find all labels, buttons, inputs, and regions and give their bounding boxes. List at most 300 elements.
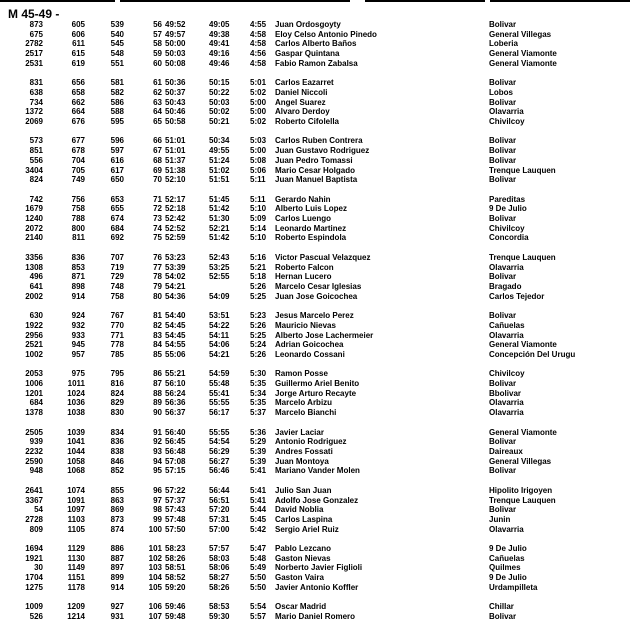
net-time-cell: 50:34: [209, 136, 230, 146]
overall-position-cell: 704: [71, 155, 85, 165]
net-time-cell: 50:22: [209, 87, 230, 97]
gender-position-cell: 830: [110, 408, 124, 418]
gender-position-cell: 771: [110, 330, 124, 340]
result-row: [0, 563, 634, 573]
net-time-cell: 51:51: [209, 175, 230, 185]
overall-position-cell: 705: [71, 165, 85, 175]
bib-cell: 2521: [25, 340, 43, 350]
pace-cell: 5:41: [250, 495, 267, 505]
city-cell: Olavarria: [489, 107, 524, 117]
overall-position-cell: 800: [71, 223, 85, 233]
gender-position-cell: 729: [110, 272, 124, 282]
city-cell: Bolivar: [489, 379, 517, 389]
runner-name-cell: Fabio Ramon Zabalsa: [275, 58, 358, 68]
overall-position-cell: 662: [71, 97, 85, 107]
result-row: [0, 49, 634, 59]
bib-cell: 1922: [25, 320, 43, 330]
result-row: [0, 331, 634, 341]
city-cell: Bragado: [489, 282, 522, 291]
pace-cell: 5:16: [250, 252, 267, 262]
category-position-cell: 92: [153, 437, 162, 447]
city-cell: Daireaux: [489, 447, 523, 457]
gender-position-cell: 785: [110, 349, 124, 359]
net-time-cell: 50:15: [209, 78, 230, 88]
runner-name-cell: Carlos Luengo: [275, 214, 332, 224]
gun-time-cell: 58:51: [165, 563, 186, 573]
pace-cell: 4:58: [250, 29, 267, 39]
runner-name-cell: Mariano Vander Molen: [275, 466, 360, 476]
gun-time-cell: 52:59: [165, 233, 186, 243]
gun-time-cell: 56:36: [165, 398, 186, 408]
gun-time-cell: 52:52: [165, 223, 186, 233]
net-time-cell: 54:09: [209, 291, 230, 301]
bib-cell: 851: [29, 146, 43, 156]
runner-name-cell: Carlos Eazarret: [275, 78, 334, 88]
city-cell: General Viamonte: [489, 58, 557, 68]
bib-cell: 30: [34, 563, 43, 573]
result-row: [0, 447, 634, 457]
overall-position-cell: 676: [71, 116, 85, 126]
overall-position-cell: 836: [71, 252, 85, 262]
result-row: [0, 544, 634, 554]
category-position-cell: 77: [153, 262, 162, 272]
category-position-cell: 71: [153, 194, 162, 204]
gender-position-cell: 770: [110, 320, 124, 330]
pace-cell: 5:50: [250, 582, 267, 592]
net-time-cell: 55:48: [209, 379, 230, 389]
city-cell: Olavarria: [489, 408, 524, 418]
pace-cell: 5:26: [250, 349, 267, 359]
runner-name-cell: Carlos Laspina: [275, 514, 333, 524]
category-position-cell: 78: [153, 272, 162, 282]
pace-cell: 5:37: [250, 408, 267, 418]
net-time-cell: 51:24: [209, 155, 230, 165]
overall-position-cell: 1039: [67, 427, 85, 437]
bib-cell: 2956: [25, 330, 43, 340]
gun-time-cell: 51:01: [165, 136, 186, 146]
gun-time-cell: 50:08: [165, 58, 186, 68]
bib-cell: 2641: [25, 485, 43, 495]
runner-name-cell: Marcelo Arbizu: [275, 398, 333, 408]
bib-cell: 2505: [25, 427, 43, 437]
runner-name-cell: Julio San Juan: [275, 485, 332, 495]
result-row: [0, 59, 634, 69]
gun-time-cell: 52:17: [165, 194, 186, 204]
net-time-cell: 51:02: [209, 165, 230, 175]
city-cell: General Villegas: [489, 29, 552, 39]
gender-position-cell: 674: [110, 214, 124, 224]
overall-position-cell: 1103: [67, 514, 85, 524]
category-position-cell: 94: [153, 456, 162, 466]
result-row: [0, 88, 634, 98]
bib-cell: 556: [29, 155, 43, 165]
pace-cell: 5:50: [250, 573, 267, 583]
bib-cell: 1240: [25, 214, 43, 224]
category-title: M 45-49 -: [8, 7, 60, 21]
city-cell: Loberia: [489, 39, 518, 49]
bib-cell: 831: [29, 78, 43, 88]
overall-position-cell: 1178: [67, 582, 85, 592]
category-position-cell: 98: [153, 505, 162, 515]
overall-position-cell: 1091: [67, 495, 85, 505]
city-cell: Bolivar: [489, 175, 517, 185]
overall-position-cell: 656: [71, 78, 85, 88]
runner-name-cell: Alvaro Derdoy: [275, 107, 330, 117]
gender-position-cell: 886: [110, 544, 124, 554]
net-time-cell: 49:46: [209, 58, 230, 68]
runner-name-cell: Jorge Arturo Recayte: [275, 388, 357, 398]
gun-time-cell: 59:48: [165, 612, 186, 622]
gender-position-cell: 927: [110, 602, 124, 612]
runner-name-cell: Gaston Nievas: [275, 553, 331, 563]
net-time-cell: 49:55: [209, 146, 230, 156]
pace-cell: 4:58: [250, 58, 267, 68]
result-row: [0, 20, 634, 30]
gender-position-cell: 653: [110, 194, 124, 204]
runner-name-cell: Juan Pedro Tomassi: [275, 155, 353, 165]
city-cell: Hipolito Irigoyen: [489, 485, 553, 495]
runner-name-cell: Adrian Goicochea: [275, 340, 344, 350]
result-row: [0, 612, 634, 622]
category-position-cell: 81: [153, 311, 162, 321]
gender-position-cell: 650: [110, 175, 124, 185]
result-row: [0, 224, 634, 234]
pace-cell: 5:08: [250, 155, 267, 165]
runner-name-cell: Carlos Alberto Baños: [275, 39, 357, 49]
header-rule: [120, 0, 350, 2]
overall-position-cell: 615: [71, 49, 85, 59]
runner-name-cell: Mauricio Nievas: [275, 320, 336, 330]
runner-name-cell: Roberto Falcon: [275, 262, 334, 272]
net-time-cell: 50:21: [209, 116, 230, 126]
city-cell: Quilmes: [489, 563, 521, 573]
overall-position-cell: 1074: [67, 485, 85, 495]
city-cell: Pareditas: [489, 194, 526, 204]
gender-position-cell: 758: [110, 291, 124, 301]
gun-time-cell: 54:40: [165, 311, 186, 321]
runner-name-cell: Juan Gustavo Rodriguez: [275, 146, 370, 156]
city-cell: Bbolivar: [489, 388, 522, 398]
result-row: [0, 515, 634, 525]
overall-position-cell: 932: [71, 320, 85, 330]
overall-position-cell: 1011: [67, 379, 85, 389]
runner-name-cell: Mario Cesar Holgado: [275, 165, 356, 175]
bib-cell: 742: [29, 194, 43, 204]
pace-cell: 4:55: [250, 20, 267, 29]
result-row: [0, 166, 634, 176]
pace-cell: 4:58: [250, 39, 267, 49]
bib-cell: 2517: [25, 49, 43, 59]
bib-cell: 526: [29, 612, 43, 622]
net-time-cell: 56:51: [209, 495, 230, 505]
gender-position-cell: 795: [110, 369, 124, 379]
result-row: [0, 554, 634, 564]
overall-position-cell: 1129: [67, 544, 85, 554]
overall-position-cell: 1038: [67, 408, 85, 418]
runner-name-cell: Carlos Ruben Contrera: [275, 136, 363, 146]
city-cell: Bolivar: [489, 466, 517, 476]
result-row: [0, 525, 634, 535]
overall-position-cell: 756: [71, 194, 85, 204]
gender-position-cell: 692: [110, 233, 124, 243]
net-time-cell: 55:55: [209, 398, 230, 408]
gun-time-cell: 54:45: [165, 320, 186, 330]
result-row: [0, 369, 634, 379]
result-row: [0, 146, 634, 156]
bib-cell: 573: [29, 136, 43, 146]
results-table: [0, 20, 634, 622]
result-row: [0, 263, 634, 273]
gun-time-cell: 54:55: [165, 340, 186, 350]
bib-cell: 3356: [25, 252, 43, 262]
pace-cell: 5:09: [250, 214, 267, 224]
pace-cell: 5:10: [250, 204, 267, 214]
category-position-cell: 107: [148, 612, 162, 622]
pace-cell: 5:26: [250, 320, 267, 330]
gun-time-cell: 56:37: [165, 408, 186, 418]
bib-cell: 496: [29, 272, 43, 282]
overall-position-cell: 811: [72, 233, 85, 243]
overall-position-cell: 1036: [67, 398, 85, 408]
header-rule: [365, 0, 485, 2]
bib-cell: 1704: [25, 573, 43, 583]
net-time-cell: 49:38: [209, 29, 230, 39]
gender-position-cell: 548: [110, 49, 124, 59]
bib-cell: 675: [29, 29, 43, 39]
gender-position-cell: 816: [110, 379, 124, 389]
gun-time-cell: 50:00: [165, 39, 186, 49]
category-position-cell: 93: [153, 447, 162, 457]
city-cell: Olavarria: [489, 398, 524, 408]
category-position-cell: 59: [153, 49, 162, 59]
overall-position-cell: 853: [71, 262, 85, 272]
gun-time-cell: 54:21: [165, 282, 186, 291]
city-cell: Bolivar: [489, 437, 517, 447]
net-time-cell: 52:21: [209, 223, 230, 233]
bib-cell: 2053: [25, 369, 43, 379]
category-position-cell: 58: [153, 39, 162, 49]
bib-cell: 2232: [25, 447, 43, 457]
runner-name-cell: Hernan Lucero: [275, 272, 332, 282]
overall-position-cell: 1044: [67, 447, 85, 457]
gender-position-cell: 838: [110, 447, 124, 457]
pace-cell: 5:02: [250, 116, 267, 126]
overall-position-cell: 933: [71, 330, 85, 340]
pace-cell: 5:06: [250, 165, 267, 175]
result-row: [0, 253, 634, 263]
category-position-cell: 57: [153, 29, 162, 39]
runner-name-cell: Juan Jose Goicochea: [275, 291, 358, 301]
result-row: [0, 204, 634, 214]
result-row: [0, 437, 634, 447]
runner-name-cell: David Noblia: [275, 505, 324, 515]
gun-time-cell: 55:21: [165, 369, 186, 379]
result-row: [0, 398, 634, 408]
runner-name-cell: Guillermo Ariel Benito: [275, 379, 360, 389]
bib-cell: 809: [29, 524, 43, 534]
pace-cell: 5:14: [250, 223, 267, 233]
category-position-cell: 62: [153, 87, 162, 97]
city-cell: Urdampilleta: [489, 582, 538, 592]
result-row: [0, 505, 634, 515]
pace-cell: 5:44: [250, 505, 267, 515]
result-row: [0, 98, 634, 108]
city-cell: 9 De Julio: [489, 573, 527, 583]
gun-time-cell: 52:42: [165, 214, 186, 224]
gender-position-cell: 596: [110, 136, 124, 146]
gun-time-cell: 56:48: [165, 447, 186, 457]
city-cell: Chivilcoy: [489, 116, 525, 126]
bib-cell: 54: [34, 505, 43, 515]
pace-cell: 5:42: [250, 524, 267, 534]
gun-time-cell: 52:10: [165, 175, 186, 185]
overall-position-cell: 606: [71, 29, 85, 39]
bib-cell: 1921: [25, 553, 43, 563]
city-cell: Junin: [489, 514, 511, 524]
city-cell: Olavarria: [489, 330, 524, 340]
category-position-cell: 65: [153, 116, 162, 126]
net-time-cell: 54:21: [209, 349, 230, 359]
category-position-cell: 82: [153, 320, 162, 330]
category-position-cell: 64: [153, 107, 162, 117]
category-position-cell: 84: [153, 340, 162, 350]
category-position-cell: 69: [153, 165, 162, 175]
city-cell: General Viamonte: [489, 49, 557, 59]
runner-name-cell: Marcelo Bianchi: [275, 408, 337, 418]
category-position-cell: 97: [153, 495, 162, 505]
gender-position-cell: 846: [110, 456, 124, 466]
pace-cell: 5:35: [250, 398, 267, 408]
bib-cell: 1009: [25, 602, 43, 612]
net-time-cell: 51:42: [209, 233, 230, 243]
net-time-cell: 59:30: [209, 612, 230, 622]
net-time-cell: 56:17: [209, 408, 230, 418]
overall-position-cell: 1097: [67, 505, 85, 515]
overall-position-cell: 957: [71, 349, 85, 359]
bib-cell: 1372: [25, 107, 43, 117]
result-row: [0, 428, 634, 438]
runner-name-cell: Marcelo Cesar Iglesias: [275, 282, 362, 291]
bib-cell: 684: [29, 398, 43, 408]
overall-position-cell: 678: [71, 146, 85, 156]
gender-position-cell: 897: [110, 563, 124, 573]
net-time-cell: 54:54: [209, 437, 230, 447]
net-time-cell: 55:41: [209, 388, 230, 398]
category-position-cell: 70: [153, 175, 162, 185]
gender-position-cell: 834: [110, 427, 124, 437]
category-position-cell: 83: [153, 330, 162, 340]
bib-cell: 638: [29, 87, 43, 97]
gender-position-cell: 582: [110, 87, 124, 97]
net-time-cell: 53:51: [209, 311, 230, 321]
overall-position-cell: 611: [72, 39, 85, 49]
net-time-cell: 54:59: [209, 369, 230, 379]
net-time-cell: 58:26: [209, 582, 230, 592]
category-position-cell: 106: [148, 602, 162, 612]
result-row: [0, 321, 634, 331]
city-cell: Trenque Lauquen: [489, 252, 556, 262]
gender-position-cell: 887: [110, 553, 124, 563]
gun-time-cell: 51:38: [165, 165, 186, 175]
gender-position-cell: 778: [110, 340, 124, 350]
result-row: [0, 233, 634, 243]
gun-time-cell: 56:24: [165, 388, 186, 398]
pace-cell: 5:23: [250, 311, 267, 321]
pace-cell: 5:39: [250, 447, 267, 457]
result-row: [0, 340, 634, 350]
city-cell: 9 De Julio: [489, 204, 527, 214]
category-position-cell: 60: [153, 58, 162, 68]
gender-position-cell: 655: [110, 204, 124, 214]
bib-cell: 1308: [25, 262, 43, 272]
result-row: [0, 117, 634, 127]
pace-cell: 5:48: [250, 553, 267, 563]
bib-cell: 948: [29, 466, 43, 476]
gun-time-cell: 55:06: [165, 349, 186, 359]
gun-time-cell: 50:03: [165, 49, 186, 59]
result-row: [0, 602, 634, 612]
net-time-cell: 54:11: [209, 330, 230, 340]
category-position-cell: 87: [153, 379, 162, 389]
net-time-cell: 54:22: [209, 320, 230, 330]
city-cell: Trenque Lauquen: [489, 495, 556, 505]
gun-time-cell: 50:36: [165, 78, 186, 88]
gun-time-cell: 57:15: [165, 466, 186, 476]
gun-time-cell: 58:23: [165, 544, 186, 554]
runner-name-cell: Roberto Cifolella: [275, 116, 340, 126]
gender-position-cell: 617: [110, 165, 124, 175]
overall-position-cell: 898: [71, 282, 85, 291]
city-cell: General Viamonte: [489, 427, 557, 437]
gun-time-cell: 59:46: [165, 602, 186, 612]
gun-time-cell: 50:37: [165, 87, 186, 97]
bib-cell: 1002: [25, 349, 43, 359]
net-time-cell: 49:41: [209, 39, 230, 49]
gun-time-cell: 49:57: [165, 29, 186, 39]
net-time-cell: 57:00: [209, 524, 230, 534]
gun-time-cell: 51:37: [165, 155, 186, 165]
net-time-cell: 58:27: [209, 573, 230, 583]
pace-cell: 5:01: [250, 78, 267, 88]
gender-position-cell: 914: [110, 582, 124, 592]
category-position-cell: 67: [153, 146, 162, 156]
category-position-cell: 85: [153, 349, 162, 359]
gender-position-cell: 852: [110, 466, 124, 476]
result-row: [0, 272, 634, 282]
gun-time-cell: 57:48: [165, 514, 186, 524]
result-row: [0, 136, 634, 146]
bib-cell: 1679: [25, 204, 43, 214]
runner-name-cell: Leonardo Cossani: [275, 349, 345, 359]
category-position-cell: 105: [148, 582, 162, 592]
pace-cell: 5:34: [250, 388, 267, 398]
overall-position-cell: 1214: [67, 612, 85, 622]
gender-position-cell: 707: [110, 252, 124, 262]
runner-name-cell: Roberto Espindola: [275, 233, 347, 243]
city-cell: General Villegas: [489, 456, 552, 466]
net-time-cell: 56:44: [209, 485, 230, 495]
bib-cell: 3367: [25, 495, 43, 505]
gender-position-cell: 863: [110, 495, 124, 505]
gun-time-cell: 53:39: [165, 262, 186, 272]
bib-cell: 2590: [25, 456, 43, 466]
overall-position-cell: 914: [71, 291, 85, 301]
city-cell: Bolivar: [489, 214, 517, 224]
city-cell: Bolivar: [489, 20, 517, 29]
net-time-cell: 52:43: [209, 252, 230, 262]
category-position-cell: 66: [153, 136, 162, 146]
city-cell: Olavarria: [489, 262, 524, 272]
